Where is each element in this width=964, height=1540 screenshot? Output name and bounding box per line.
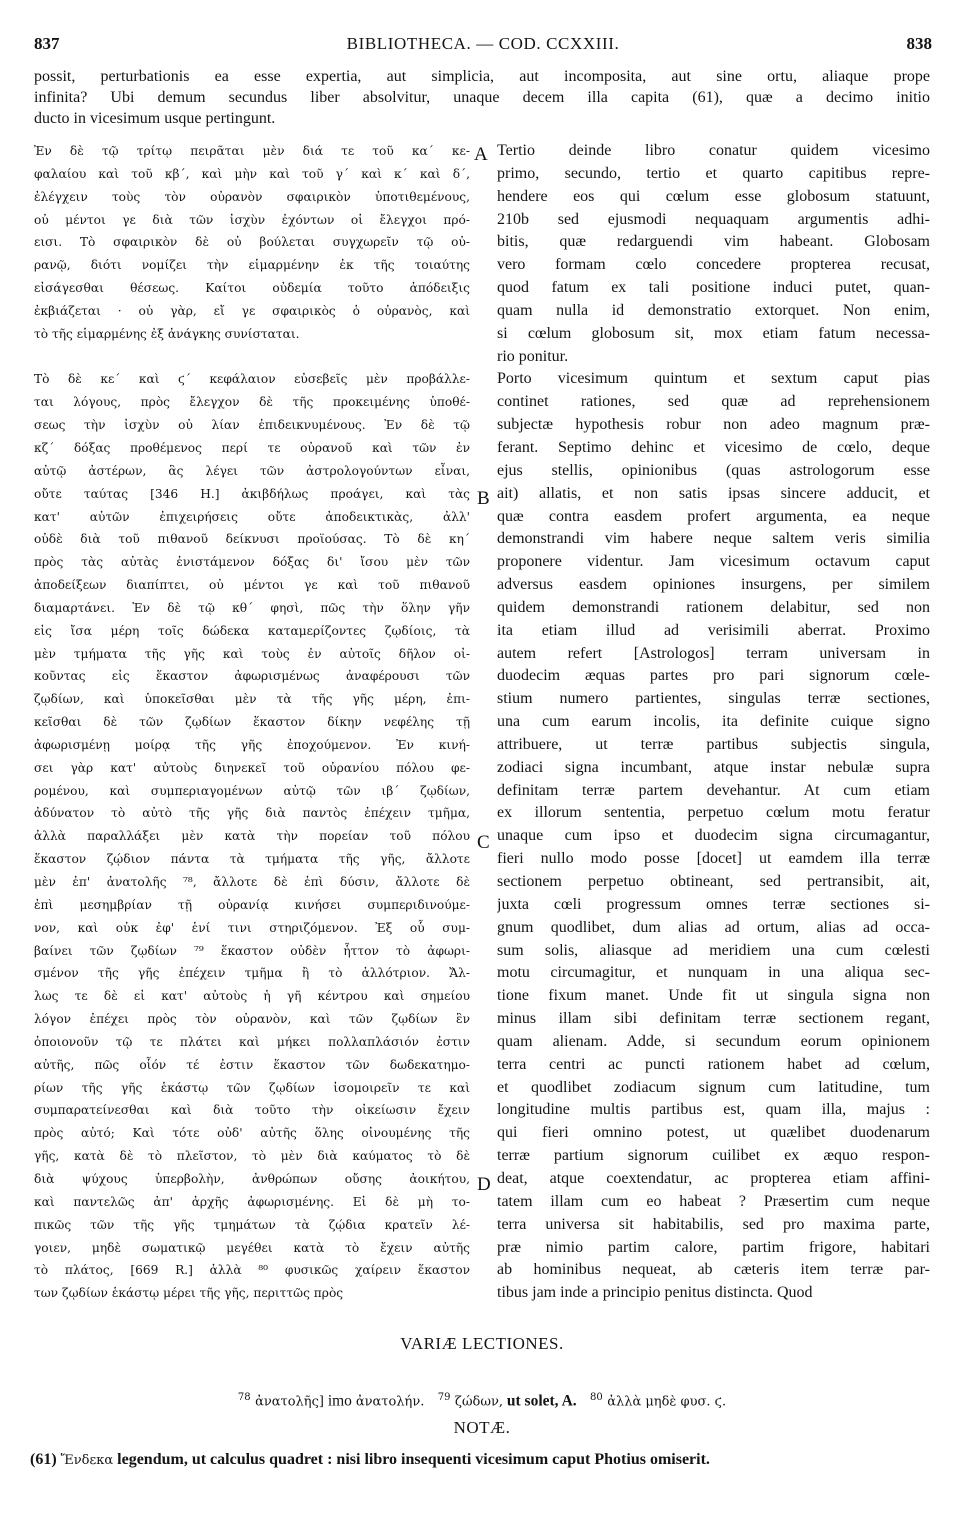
note-61 xyxy=(30,1451,934,1469)
variant-number: 79 xyxy=(437,1392,451,1403)
margin-marker-d: D xyxy=(477,1174,491,1195)
greek-text-line: οὔτε ταύτας [346 H.] ἀκιβδήλως προάγει, καὶ τὰς xyxy=(34,486,470,501)
margin-marker-b: B xyxy=(477,488,490,509)
greek-text-line: οὐδὲ διὰ τοῦ πιθανοῦ δείκνυσι προϊούσας. Τὸ δὲ κη΄ xyxy=(34,532,470,547)
latin-text-line: quæ contra easdem profert argumenta, ea neque xyxy=(497,507,930,525)
latin-text-line: tione fixum manet. Unde fit ut singula signa non xyxy=(497,987,930,1005)
variae-lectiones-heading: VARIÆ LECTIONES. xyxy=(400,1334,564,1353)
greek-text-line: εισι. Τὸ σφαιρικὸν δὲ οὐ βούλεται συγχωρεῖν τῷ οὐ- xyxy=(34,235,470,250)
greek-text-line: εἰσάγεσθαι θέσεως. Καίτοι οὐδεμία τοῦτο ἀπόδειξις xyxy=(34,281,470,296)
latin-text-line: hendere eos qui cœlum esse globosum statuunt, xyxy=(497,187,930,205)
latin-text-line: ferant. Septimo dehinc et vicesimo de cœlo, deque xyxy=(497,438,930,456)
greek-text-line: Τὸ δὲ κε΄ καὶ ϛ΄ κεφάλαιον εὐσεβεῖς μὲν προβάλλε- xyxy=(34,372,470,387)
greek-text-line: κζ΄ δόξας προθέμενος περί τε οὐρανοῦ καὶ τῶν ἐν xyxy=(34,440,470,455)
latin-text-line: longitudine multis partibus est, quam illa, majus : xyxy=(497,1101,930,1119)
latin-text-line: quidem demonstrandi rationem delabitur, sed non xyxy=(497,598,930,616)
latin-text-line: præ nimio partim calore, partim frigore, habitari xyxy=(497,1238,930,1256)
latin-text-line: deat, atque coextendatur, ac propterea etiam affini- xyxy=(497,1169,930,1187)
greek-text-line: αὐτῆς, πῶς οἷόν τέ ἐστιν ἕκαστον τῶν δωδεκατημο- xyxy=(34,1057,470,1072)
latin-text-line: subjectæ hypothesis robur non adeo magnum præ- xyxy=(497,416,930,434)
latin-text-line: terra universa sit habitabilis, sed pro maxima parte, xyxy=(497,1215,930,1233)
latin-text-line: Porto vicesimum quintum et sextum caput pias xyxy=(497,370,930,388)
latin-text-line: quam nulla id demonstratio extorquet. Non enim, xyxy=(497,301,930,319)
greek-text-line: σμένον τῆς γῆς ἐπέχειν τμῆμα ἢ τὸ ἀλλότριον. Ἄλ- xyxy=(34,966,470,981)
latin-text-line: quod fatum ex tali positione induci putet, quan- xyxy=(497,279,930,297)
note-number: (61) xyxy=(30,1451,61,1468)
latin-column xyxy=(497,140,930,1305)
greek-text-line: ἕκαστον ζῴδιον πάντα τὰ τμήματα τῆς γῆς, ἄλλοτε xyxy=(34,852,470,867)
latin-text-line: Tertio deinde libro conatur quidem vicesimo xyxy=(497,142,930,159)
greek-text-line: Ἐν δὲ τῷ τρίτῳ πειρᾶται μὲν διά τε τοῦ κα΄ κε- xyxy=(34,144,470,158)
intro-line: ducto in vicesimum usque pertingunt. xyxy=(34,110,276,127)
latin-text-line: minus illam sibi definitam terræ sectionem regant, xyxy=(497,1010,930,1028)
variant-greek: ἀλλὰ μηδὲ φυσ. ϛ. xyxy=(607,1394,727,1410)
running-title: BIBLIOTHECA. — COD. CCXXIII. xyxy=(346,34,620,53)
latin-text-line: 210b sed ejusmodi nequaquam argumentis adhi- xyxy=(497,210,930,228)
greek-text-line: συμπαρατείνεσθαι καὶ διὰ τοῦτο τὴν οἰκείωσιν ἔχειν xyxy=(34,1103,470,1118)
latin-text-line: unaque cum ipso et duodecim signa circumagantur, xyxy=(497,827,930,845)
greek-text-line: κοῦντας εἰς ἕκαστον ἀφωρισμένως ἀναφέρουσι τῶν xyxy=(34,669,470,684)
latin-text-line: tatem illam cum eo habeat ? Præsertim cum neque xyxy=(497,1192,930,1210)
latin-text-line: demonstrandi vim habere neque saltem veris similia xyxy=(497,530,930,548)
latin-text-line: sectionem perpetuo obtineant, sed pertransibit, ait, xyxy=(497,873,930,890)
latin-text-line: proponere videntur. Jam vicesimum octavum caput xyxy=(497,553,930,571)
intro-line: infinita? Ubi demum secundus liber absolvitur, unaque decem illa capita (61), quæ a decimo initio xyxy=(34,89,930,106)
greek-text-line: λως τε δὲ εἰ κατ' αὐτοὺς ἡ γῆ κέντρου καὶ σημείου xyxy=(34,989,470,1004)
variant-greek: ἀνατολῆς] xyxy=(255,1394,324,1410)
latin-text-line: una cum earum incolis, ita definite cuique signo xyxy=(497,713,930,731)
variant-greek: ζώδων, xyxy=(454,1394,504,1410)
greek-text-line: διαμαρτάνει. Ἐν δὲ τῷ κθ΄ φησὶ, πῶς τὴν ὅλην γῆν xyxy=(34,600,470,615)
latin-text-line: rio ponitur. xyxy=(497,347,569,365)
variant-number: 80 xyxy=(590,1392,603,1403)
greek-text-line: πικῶς τῶν τῆς γῆς τμημάτων τὰ ζῴδια κρατεῖν λέ- xyxy=(34,1217,470,1232)
latin-text-line: juxta cœli progressum omnes terræ sectiones si- xyxy=(497,895,930,913)
greek-text-line: μὲν τμήματα τῆς γῆς καὶ τοὺς ἐν αὐτοῖς δῆλον οἰ- xyxy=(34,646,470,661)
margin-marker-a: A xyxy=(474,144,488,165)
latin-text-line: continet rationes, sed quæ ad reprehensionem xyxy=(497,393,930,411)
greek-text-line: ὁποιονοῦν τῷ τε πλάτει καὶ μήκει πολλαπλάσιόν ἐστιν xyxy=(34,1034,470,1049)
latin-text-line: tibus jam inde a principio penitus distincta. Quod xyxy=(497,1284,813,1302)
greek-text-line: σει γὰρ κατ' αὐτοὺς διηνεκεῖ τοῦ οὐρανίου πόλου φε- xyxy=(34,760,470,775)
page-number-right: 838 xyxy=(906,34,932,53)
latin-text-line: motu circumagitur, et nunquam in una aliqua sec- xyxy=(497,964,930,982)
greek-text-line: κεῖσθαι δὲ τῶν ζῳδίων ἕκαστον δίκην νεφέλης τῇ xyxy=(34,715,470,730)
greek-text-line: λόγον ἐπέχει πρὸς τὸν οὐρανὸν, καὶ τῶν ζῳδίων ἓν xyxy=(34,1012,470,1027)
note-greek-word: Ἔνδεκα xyxy=(60,1453,114,1468)
latin-text-line: gnum quodlibet, dum alias ad ortum, alias ad occa- xyxy=(497,918,930,936)
greek-text-line: φαλαίου καὶ τοῦ κβ΄, καὶ μὴν καὶ τοῦ γ΄ καὶ κ΄ καὶ δ΄, xyxy=(34,166,470,181)
latin-text-line: autem refert [Astrologos] terram universam in xyxy=(497,644,930,662)
latin-text-line: ejus stellis, opinionibus (quas astrologorum esse xyxy=(497,461,930,479)
latin-text-line: terra centri ac puncti rationem habet ad cœlum, xyxy=(497,1055,930,1073)
latin-text-line: et quodlibet zodiacum signum cum latitudine, tum xyxy=(497,1078,930,1096)
greek-text-line: εἰς ἴσα μέρη τοῖς δώδεκα καταμερίζοντες ζῳδίοις, τὰ xyxy=(34,623,470,638)
latin-text-line: terræ partium signorum cuilibet ex æquo respon- xyxy=(497,1147,930,1165)
page-header xyxy=(34,34,932,60)
latin-text-line: ait) allatis, et non satis ipsas sincere adducit, et xyxy=(497,484,930,502)
variant-number: 78 xyxy=(237,1392,251,1403)
latin-text-line: si cœlum globosum sit, mox etiam fatum necessa- xyxy=(497,324,930,342)
margin-marker-c: C xyxy=(477,832,490,853)
greek-text-line: πρὸς αὐτό; Καὶ τότε οὐδ' αὐτῆς ὅλης οἰνουμένης τῆς xyxy=(34,1126,470,1141)
greek-text-line: τὸ τῆς εἱμαρμένης ἐξ ἀνάγκης συνίσταται. xyxy=(34,326,300,341)
latin-text-line: ex illorum sententia, perpetuo cœlum motu feratur xyxy=(497,804,930,822)
greek-text-line: διὰ ψύχους ὑπερβολὴν, ἀνθρώπων οὔσης ἀοικήτου, xyxy=(34,1171,470,1186)
greek-text-line: νον, καὶ οὐκ ἐφ' ἑνί τινι στηριζόμενον. Ἐξ οὗ συμ- xyxy=(34,920,470,935)
latin-text-line: ita etiam illud ad verisimili aberrat. Proximo xyxy=(497,621,930,639)
latin-text-line: primo, secundo, tertio et quarto capitibus repre- xyxy=(497,164,930,182)
note-text: legendum, ut calculus quadret : nisi libro insequenti vicesimum caput Photius omiserit. xyxy=(113,1451,710,1468)
greek-text-line: αὐτῷ ἀστέρων, ἃς λέγει τῶν ἀστρολογούντων εἶναι, xyxy=(34,463,470,478)
greek-text-line: βαίνει τῶν ζῳδίων ⁷⁹ ἕκαστον οὐδὲν ἧττον τὸ ἀφωρι- xyxy=(34,943,470,958)
latin-text-line: qui fieri omnino potest, ut quælibet duodenarum xyxy=(497,1124,930,1142)
variant-latin: imo xyxy=(323,1392,356,1410)
greek-text-line: ρίων τῆς γῆς ἑκάστῳ τῶν ζῳδίων ἰσομοιρεῖν τε καὶ xyxy=(34,1080,470,1095)
greek-text-line: ζῳδίων, καὶ ὑποκεῖσθαι μὲν τὰ τῆς γῆς μέρη, ἐπι- xyxy=(34,692,470,707)
greek-text-line: σεως τὴν ἰσχὺν οὐ λίαν ἐπιδεικνυμένους. Ἐν δὲ τῷ xyxy=(34,418,470,433)
latin-text-line: quam alienam. Adde, si secundum eorum opinionem xyxy=(497,1032,930,1050)
latin-text-line: bitis, quæ redarguendi vim habeant. Globosam xyxy=(497,233,930,251)
intro-line: possit, perturbationis ea esse expertia, aut simplicia, aut incomposita, aut sine ortu, aliaque prope xyxy=(34,68,930,85)
greek-text-line: ἀποδείξεων διαπίπτει, οὐ μέντοι γε καὶ τοῦ πιθανοῦ xyxy=(34,578,470,593)
greek-text-line: ρανῷ, διότι νομίζει τὴν εἱμαρμένην ἐκ τῆς τοιαύτης xyxy=(34,258,470,273)
latin-text-line: attribuere, ut terræ partibus subjectis singula, xyxy=(497,735,930,753)
greek-text-line: ται λόγους, πρὸς ἔλεγχον δὲ τῆς προκειμένης ὑποθέ- xyxy=(34,395,470,410)
greek-text-line: ἐλέγχειν τοὺς τὸν οὐρανὸν σφαιρικὸν ὑποτιθεμένους, xyxy=(34,189,470,204)
greek-text-line: των ζῳδίων ἑκάστῳ μέρει τῆς γῆς, περιττῶς πρὸς xyxy=(34,1286,344,1301)
latin-text-line: zodiaci signa incumbant, atque instar nebulæ supra xyxy=(497,758,930,776)
latin-text-line: adversus easdem opiniones insurgens, per similem xyxy=(497,576,930,594)
greek-text-paragraph-gap xyxy=(34,346,470,369)
greek-text-line: οὐ μέντοι γε διὰ τῶν ἰσχὺν ἐχόντων οἱ ἔλεγχοι πρό- xyxy=(34,212,470,227)
greek-text-line: ἀδύνατον τὸ αὐτὸ τῆς γῆς διὰ παντὸς ἐπέχειν τμῆμα, xyxy=(34,806,470,821)
notae-heading: NOTÆ. xyxy=(453,1418,511,1437)
variant-greek: ἀνατολήν. xyxy=(355,1394,425,1410)
latin-text-line: vero formam cœlo concedere propterea recusat, xyxy=(497,256,930,274)
greek-text-line: τὸ πλάτος, [669 R.] ἀλλὰ ⁸⁰ φυσικῶς χαίρειν ἕκαστον xyxy=(34,1263,470,1278)
latin-text-line: sum solis, aliasque ad meridiem una cum cœlesti xyxy=(497,941,930,959)
intro-paragraph xyxy=(34,66,930,129)
greek-text-line: ἐπὶ μεσημβρίαν τῇ οὐρανίᾳ κινήσει συμπεριδινούμε- xyxy=(34,897,470,912)
greek-text-line: ἐκβιάζεται · οὐ γὰρ, εἴ γε σφαιρικὸς ὁ οὐρανὸς, καὶ xyxy=(34,303,470,318)
latin-text-line: duodecim æquas partes pro pari signorum cœle- xyxy=(497,667,930,685)
greek-text-line: κατ' αὐτῶν ἐπιχειρήσεις οὔτε ἀποδεικτικὰς, ἀλλ' xyxy=(34,509,470,524)
greek-text-line: ἀλλὰ παραλλάξει μὲν κατὰ τὴν πορείαν τοῦ πόλου xyxy=(34,829,470,844)
greek-text-line: ρομένου, καὶ συμπεριαγομένων αὐτῷ τῶν ιβ΄ ζῳδίων, xyxy=(34,783,470,798)
greek-text-line: γῆς, κατὰ δὲ τὸ πλεῖστον, τὸ μὲν διὰ καύματος τὸ δὲ xyxy=(34,1149,470,1164)
greek-text-line: γοιεν, μηδὲ σωματικῷ μεγέθει κατὰ τὸ ἔχειν αὐτῆς xyxy=(34,1240,470,1255)
latin-text-line: fieri nullo modo posse [docet] ut eamdem illa terræ xyxy=(497,850,930,868)
latin-text-line: definitam terræ partem devehantur. At cum etiam xyxy=(497,781,930,799)
greek-text-line: καὶ παντελῶς ἀπ' ἀρχῆς ἀφωρισμένης. Εἰ δὲ μὴ το- xyxy=(34,1194,470,1209)
variant-latin: ut solet, A. xyxy=(503,1392,577,1410)
variae-lectiones-entries xyxy=(0,1392,964,1411)
latin-text-line: ab hominibus nequeat, ab cæteris item terræ par- xyxy=(497,1261,930,1279)
greek-column xyxy=(34,140,470,1305)
greek-text-line: μὲν ἐπ' ἀνατολῆς ⁷⁸, ἄλλοτε δὲ ἐπὶ δύσιν, ἄλλοτε δὲ xyxy=(34,875,470,889)
greek-text-line: πρὸς τὰς αὐτὰς ἐνιστάμενον δόξας δι' ἴσου μὲν τῶν xyxy=(34,555,470,570)
latin-text-line: stium numero partientes, singulas terræ sectiones, xyxy=(497,690,930,708)
page-number-left: 837 xyxy=(34,34,60,53)
greek-text-line: ἀφωρισμένῃ μοίρᾳ τῆς γῆς ἐποχούμενον. Ἐν κινή- xyxy=(34,737,470,752)
